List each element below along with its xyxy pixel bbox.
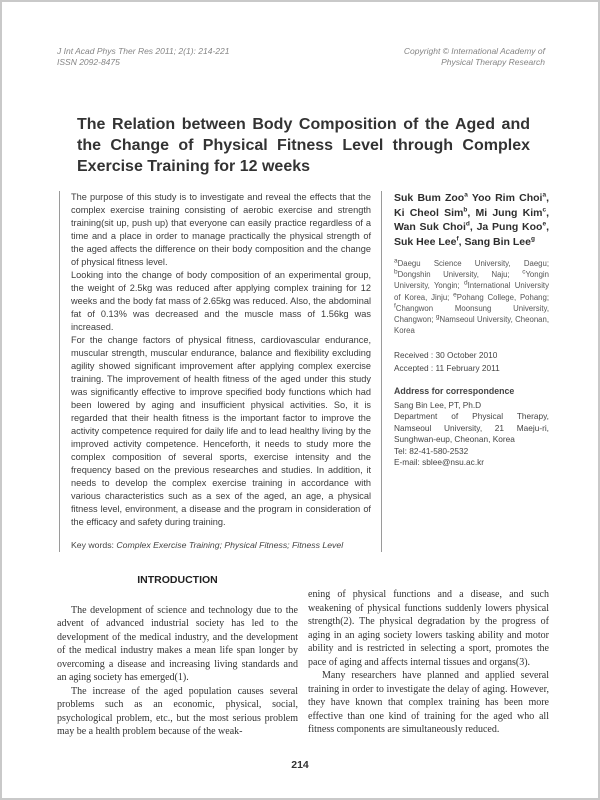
author-affiliation-mark: e bbox=[542, 220, 547, 228]
body-paragraph: ening of physical functions and a disease, and such weakening of physical functions suddenly lowers physical strength(2). The physical degradation by the progress of aging in an aging society lowers tasking ability and motor ability and is restricted in selecting a sport, promotes the pace of aging and affects internal tissues and organs(3). bbox=[308, 589, 549, 668]
author-name: Ja Pung Koo bbox=[476, 221, 543, 233]
author-affiliation-mark: d bbox=[465, 220, 470, 228]
affiliation-mark: g bbox=[435, 313, 440, 321]
correspondence-address: Department of Physical Therapy, Namseoul University, 21 Maeju-ri, Sunghwan-eup, Cheonan, Korea bbox=[394, 411, 549, 445]
article-title: The Relation between Body Composition of the Aged and the Change of Physical Fitness Level through Complex Exercise Training for 12 weeks bbox=[77, 116, 530, 175]
journal-issn: ISSN 2092-8475 bbox=[57, 57, 120, 67]
author-name: Suk Bum Zoo bbox=[394, 192, 465, 204]
copyright-line2: Physical Therapy Research bbox=[441, 57, 545, 67]
author-affiliation-mark: a bbox=[542, 191, 547, 199]
body-section bbox=[57, 572, 549, 739]
correspondence-heading: Address for correspondence bbox=[394, 386, 515, 397]
correspondence-tel: Tel: 82-41-580-2532 bbox=[394, 445, 469, 456]
journal-citation-block bbox=[57, 46, 229, 68]
author-name: Mi Jung Kim bbox=[475, 206, 543, 219]
section-heading-introduction: INTRODUCTION bbox=[137, 574, 218, 586]
affiliation-text: Dongshin University, Naju; bbox=[397, 270, 523, 280]
author-separator: , bbox=[458, 235, 465, 248]
abstract-paragraph: For the change factors of physical fitness, cardiovascular endurance, muscular strength, muscular endurance, balance and flexibility excluding agility showed significant improvement after applying complex exercise training. The improvement of health fitness of the aged under this study was significantly effective to improve specified body functions which had been lowered by aging and insufficient physical activities. So, it is regarded that their health fitness is the important factor to improve the activity competence required for daily life and to lead healthy living by the improved activity competence. Henceforth, it needs to study more the complex composition of several sports, exercise intensity and the frequency based on the previous researches and studies. In addition, it needs to develop the complex exercise training in accordance with various characteristics such as a sex of the aged, an age, a physical fitness level, environment, a disease and the program in consideration of the efficacy and safety during training. bbox=[71, 335, 371, 527]
author-names bbox=[394, 191, 549, 249]
keywords-value: Complex Exercise Training; Physical Fitness; Fitness Level bbox=[116, 540, 344, 550]
copyright-line1: Copyright © International Academy of bbox=[403, 46, 545, 56]
copyright-block bbox=[404, 46, 545, 68]
author-separator: , bbox=[546, 206, 549, 219]
author-affiliation-mark: c bbox=[542, 206, 547, 213]
author-separator: , bbox=[546, 221, 549, 233]
affiliation-mark: f bbox=[394, 302, 396, 310]
page-number: 214 bbox=[291, 759, 309, 771]
affiliation-text: International University of Korea, Jinju; bbox=[394, 281, 549, 302]
correspondence-name: Sang Bin Lee, PT, Ph.D bbox=[394, 399, 482, 410]
running-header bbox=[57, 46, 545, 68]
keywords-line bbox=[71, 539, 371, 552]
body-paragraph: The increase of the aged population causes several problems such as an economic, physical, social, psychological problem, etc., but the most serious problem may be a health problem because of the weak- bbox=[57, 685, 298, 737]
journal-citation: J Int Acad Phys Ther Res 2011; 2(1): 214-221 bbox=[57, 46, 230, 56]
correspondence-email: E-mail: sblee@nsu.ac.kr bbox=[394, 457, 485, 468]
affiliation-mark: b bbox=[394, 268, 398, 276]
author-separator: , bbox=[546, 192, 549, 204]
affiliation-mark: e bbox=[453, 291, 457, 299]
affiliation-text: Namseoul University, Cheonan, Korea bbox=[394, 315, 549, 336]
body-paragraph: Many researchers have planned and applied several training in order to investigate the delay of aging. However, they have known that complex training has been more effective than one kind of training for the aged who all fitness components are simultaneously reduced. bbox=[308, 670, 549, 735]
keywords-label: Key words: bbox=[71, 540, 114, 550]
affiliation-text: Pohang College, Pohang; bbox=[456, 292, 549, 302]
author-name: Ki Cheol Sim bbox=[394, 206, 464, 219]
affiliations bbox=[394, 258, 549, 336]
author-name: Wan Suk Choi bbox=[394, 221, 466, 233]
author-info-column bbox=[381, 191, 549, 552]
abstract-section bbox=[59, 191, 549, 552]
body-right-column bbox=[308, 572, 549, 739]
body-left-column bbox=[57, 572, 298, 739]
author-separator: , bbox=[467, 206, 476, 219]
author-name: Yoo Rim Choi bbox=[471, 192, 543, 204]
author-affiliation-mark: b bbox=[463, 206, 468, 213]
received-date: Received : 30 October 2010 bbox=[394, 350, 498, 361]
correspondence-block bbox=[394, 386, 549, 469]
affiliation-text: Yongin University, Yongin; bbox=[394, 270, 549, 291]
abstract-column bbox=[59, 191, 381, 552]
accepted-date: Accepted : 11 February 2011 bbox=[394, 362, 500, 373]
affiliation-mark: a bbox=[394, 257, 398, 265]
body-paragraph: The development of science and technology due to the advent of advanced industrial society has led to the development of the medical industry, and the development of the medical industry makes a mean life span longer by overcoming a disease and increasing living standards and an aging society has emerged(1). bbox=[57, 604, 298, 683]
author-name: Suk Hee Lee bbox=[394, 235, 457, 248]
abstract-paragraph: The purpose of this study is to investigate and reveal the effects that the complex exercise training consisting of aerobic exercise and strength training(sit up, push up) that everyone can easily practice regardless of a time and a place in order to manage practically the physical strength of the aged affects the difference on their body composition and the change of physical fitness level. bbox=[71, 192, 371, 267]
author-affiliation-mark: a bbox=[464, 191, 468, 199]
affiliation-text: Changwon Moonsung University, Changwon; bbox=[394, 303, 549, 325]
author-name: Sang Bin Lee bbox=[464, 235, 531, 248]
affiliation-mark: d bbox=[463, 279, 468, 287]
author-separator: , bbox=[469, 221, 477, 233]
author-affiliation-mark: g bbox=[530, 235, 535, 242]
author-affiliation-mark: f bbox=[456, 235, 459, 242]
affiliation-text: Daegu Science University, Daegu; bbox=[397, 259, 549, 268]
abstract-paragraph: Looking into the change of body composition of an experimental group, the weight of 2.5kg was reduced after applying complex training for 12 weeks and the body fat mass of 2.65kg was reduced. Also, the abdominal fat of 0.13% was decreased and the muscle mass of 1.56kg was increased. bbox=[71, 270, 371, 332]
received-accepted-block bbox=[394, 349, 549, 374]
affiliation-mark: c bbox=[522, 268, 526, 276]
